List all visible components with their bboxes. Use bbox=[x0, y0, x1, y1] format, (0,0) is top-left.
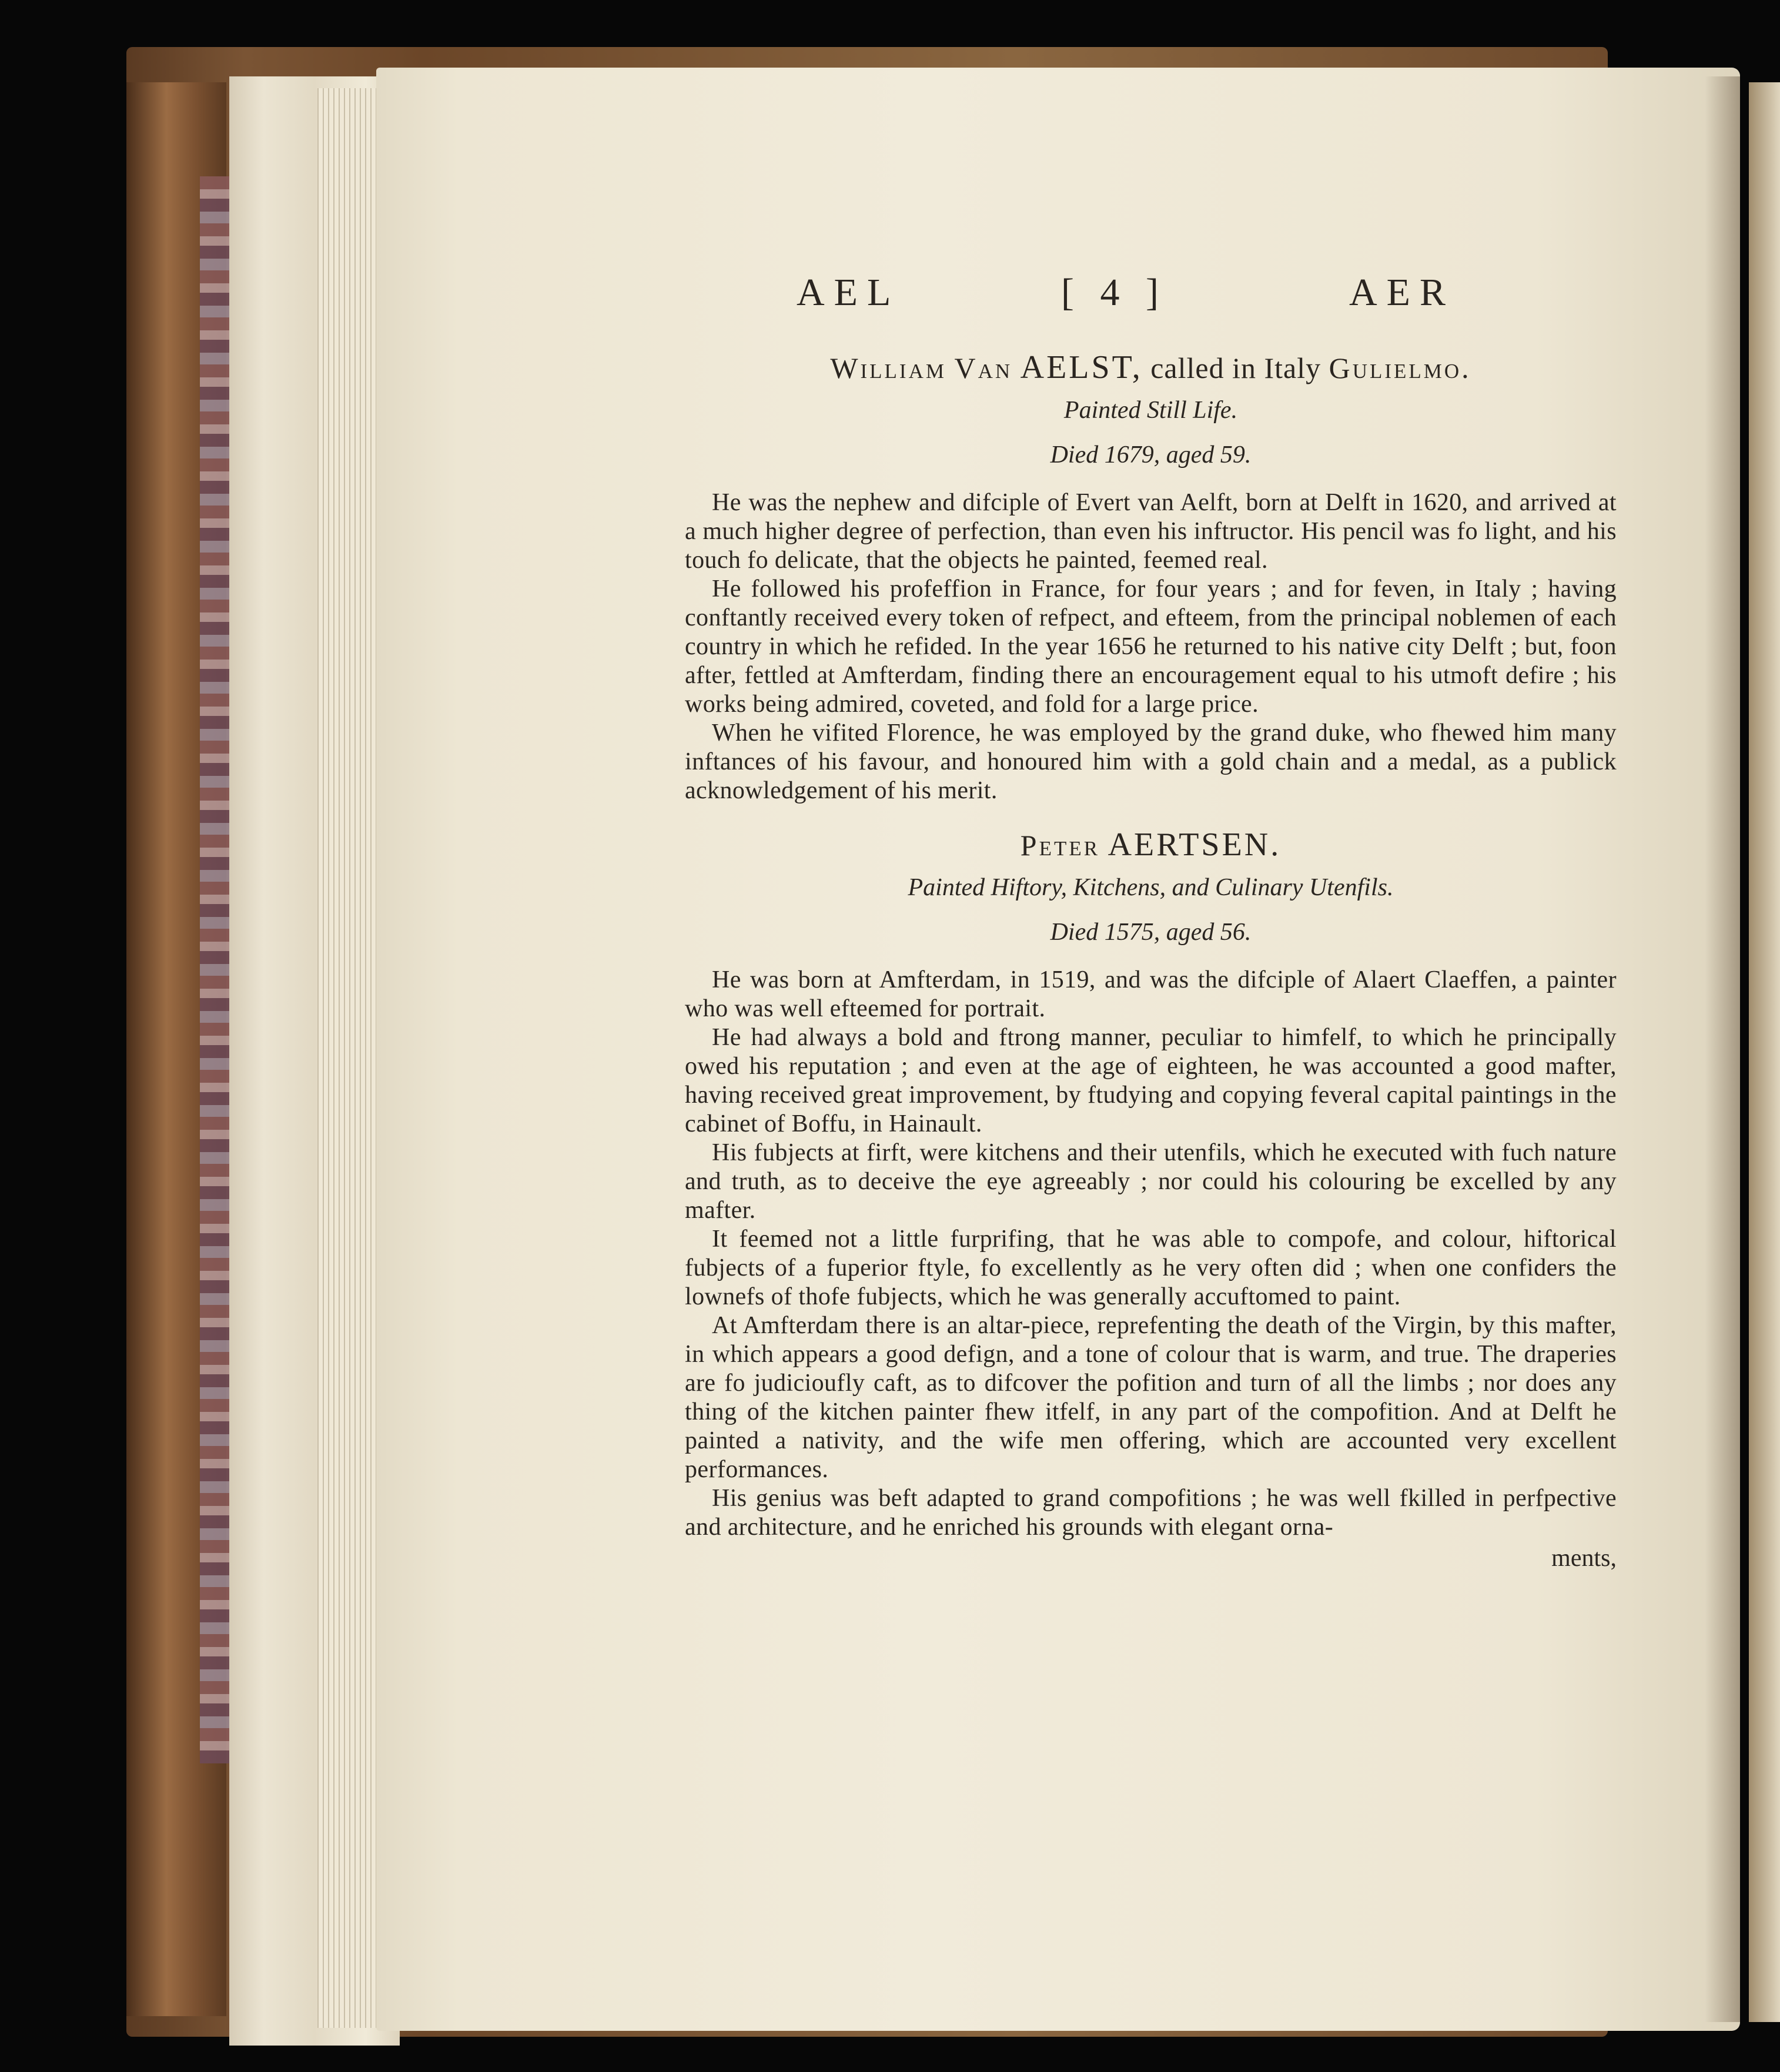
paragraph: At Amfterdam there is an altar-piece, reprefenting the death of the Virgin, by this mafter, in which appears a good defign, and a tone of colour that is warm, and true. The draperies are fo judicioufly caft, as to difcover the pofition and turn of all the limbs ; nor does any thing of the kitchen painter fhew itfelf, in any part of the compofition. And at Delft he painted a nativity, and the wife men offering, which are accounted very excellent performances. bbox=[685, 1312, 1617, 1483]
running-head-right: AER bbox=[1349, 271, 1455, 314]
page-leaves bbox=[317, 88, 382, 2028]
facing-page-edge bbox=[1749, 82, 1780, 2022]
heading-called: called in Italy bbox=[1150, 352, 1321, 384]
paragraph: When he vifited Florence, he was employed by the grand duke, who fhewed him many inftances of his favour, and honoured him with a gold chain and a medal, as a publick acknowledgement of his merit. bbox=[685, 719, 1617, 804]
catchword: ments, bbox=[1551, 1545, 1617, 1572]
paragraph: He was the nephew and difciple of Evert van Aelft, born at Delft in 1620, and arrived at a much higher degree of perfection, than even his inftructor. His pencil was fo light, and his touch fo delicate, that the objects he painted, feemed real. bbox=[685, 489, 1617, 574]
paragraph: He had always a bold and ftrong manner, peculiar to himfelf, to which he principally owed his reputation ; and even at the age of eighteen, he was accounted a good mafter, having received great improvement, by ftudying and copying feveral capital paintings in the cabinet of Boffu, in Hainault. bbox=[685, 1024, 1617, 1137]
entry-died: Died 1575, aged 56. bbox=[1050, 919, 1252, 946]
running-head bbox=[685, 259, 1617, 323]
entry-aelst bbox=[685, 347, 1617, 805]
entry-heading bbox=[685, 824, 1617, 866]
entry-died: Died 1679, aged 59. bbox=[1050, 441, 1252, 468]
page-number: [ 4 ] bbox=[1061, 271, 1167, 314]
page-text bbox=[685, 259, 1617, 1572]
entry-aertsen bbox=[685, 824, 1617, 1542]
entry-painted: Painted Hiftory, Kitchens, and Culinary Utenfils. bbox=[908, 874, 1394, 901]
heading-surname: AERTSEN. bbox=[1108, 826, 1282, 863]
paragraph: His fubjects at firft, were kitchens and their utenfils, which he executed with fuch nature and truth, as to deceive the eye agreeably ; nor could his colouring be excelled by any mafter. bbox=[685, 1139, 1617, 1224]
heading-particle: Van bbox=[954, 352, 1013, 384]
paragraph: It feemed not a little furprifing, that he was able to compofe, and colour, hiftorical fubjects of a fuperior ftyle, fo excellently as he very often did ; when one confiders the lownefs of thofe fubjects, which he was generally accuftomed to paint. bbox=[685, 1226, 1617, 1310]
entry-heading bbox=[685, 347, 1617, 389]
heading-alias: Gulielmo. bbox=[1329, 352, 1471, 384]
entry-painted: Painted Still Life. bbox=[1063, 397, 1238, 424]
heading-first-name: Peter bbox=[1020, 829, 1100, 862]
gutter-shadow bbox=[1705, 76, 1740, 2022]
paragraph: He followed his profeffion in France, for four years ; and for feven, in Italy ; having conftantly received every token of refpect, and efteem, from the principal noblemen of each country in which he refided. In the year 1656 he returned to his native city Delft ; but, foon after, fettled at Amfterdam, finding there an encouragement equal to his utmoft defire ; his works being admired, coveted, and fold for a large price. bbox=[685, 575, 1617, 718]
paragraph: He was born at Amfterdam, in 1519, and was the difciple of Alaert Claeffen, a painter who was well efteemed for portrait. bbox=[685, 966, 1617, 1022]
running-head-left: AEL bbox=[797, 271, 901, 314]
paragraph: His genius was beft adapted to grand compofitions ; he was well fkilled in perfpective and architecture, and he enriched his grounds with elegant orna- bbox=[685, 1485, 1617, 1541]
heading-surname: AELST, bbox=[1020, 349, 1143, 386]
heading-first-name: William bbox=[830, 352, 946, 384]
